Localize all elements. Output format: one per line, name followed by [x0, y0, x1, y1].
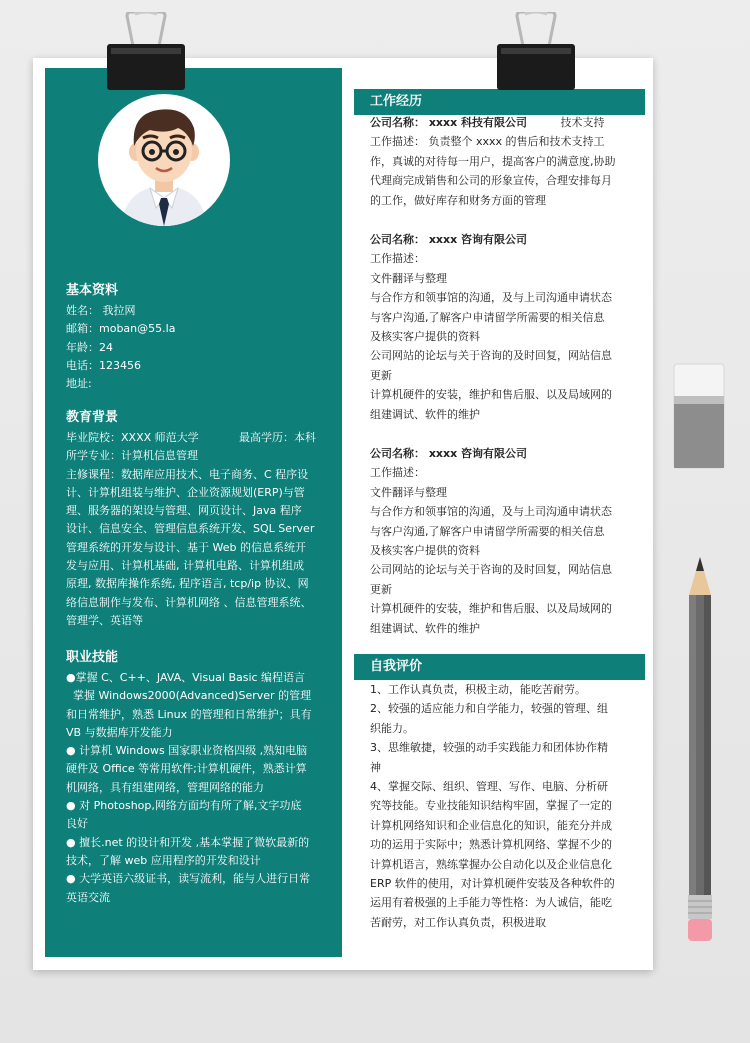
job-line: 工作描述： 负责整个 xxxx 的售后和技术支持工 — [370, 135, 605, 149]
self-evaluation-title: 自我评价 — [354, 654, 645, 680]
skills-line: ●掌握 C、C++、JAVA、Visual Basic 编程语言 — [66, 671, 306, 684]
education-line: 管理学、英语等 — [66, 613, 143, 627]
skills-line: 机网络，具有组建网络，管理网络的能力 — [66, 780, 264, 794]
education-line: 设计、信息安全、管理信息系统开发、SQL Server — [66, 522, 315, 536]
evaluation-line: ERP 软件的使用，对计算机硬件安装及各种软件的 — [370, 877, 615, 891]
eraser-icon — [672, 362, 728, 472]
evaluation-line: 计算机语言，熟练掌握办公自动化以及企业信息化 — [370, 857, 612, 871]
education-line: 发与应用、计算机基础, 计算机电路、计算机组成 — [66, 559, 304, 573]
job-line: 更新 — [370, 368, 392, 382]
education-degree: 最高学历：本科 — [239, 431, 316, 444]
job-line: 工作描述： — [370, 252, 425, 266]
skills-line: 技术，了解 web 应用程序的开发和设计 — [66, 853, 261, 867]
skills-line: ● 擅长.net 的设计和开发 ,基本掌握了微软最新的 — [66, 835, 310, 849]
evaluation-line: 计算机网络知识和企业信息化的知识，能充分并成 — [370, 818, 612, 832]
evaluation-line: 神 — [370, 760, 381, 774]
job-line: 文件翻译与整理 — [370, 271, 447, 285]
basic-info-address: 地址: — [66, 377, 92, 391]
job-entry — [370, 230, 640, 424]
job-line: 组建调试、软件的维护 — [370, 407, 480, 421]
skills-line: VB 与数据库开发能力 — [66, 725, 173, 739]
avatar-icon — [98, 94, 230, 226]
education-line: 原理, 数据库操作系统, 程序语言, tcp/ip 协议、网 — [66, 577, 309, 591]
education-line: 计、计算机组装与维护、企业资源规划(ERP)与管 — [66, 485, 305, 499]
education-line: 理、服务器的架设与管理、网页设计、Java 程序 — [66, 504, 302, 518]
education-school: 毕业院校：XXXX 师范大学 — [66, 431, 199, 444]
evaluation-line: 2、较强的适应能力和自学能力，较强的管理、组 — [370, 702, 608, 716]
education-title: 教育背景 — [66, 410, 119, 425]
evaluation-line: 3、思维敏捷，较强的动手实践能力和团体协作精 — [370, 741, 608, 755]
skills-line: 掌握 Windows2000(Advanced)Server 的管理 — [66, 689, 312, 703]
binder-clip-icon — [105, 12, 187, 92]
evaluation-line: 4、掌握交际、组织、管理、写作、电脑、分析研 — [370, 780, 608, 794]
binder-clip-icon — [495, 12, 577, 92]
job-entry — [370, 444, 640, 638]
skills-line: ● 计算机 Windows 国家职业资格四级 ,熟知电脑 — [66, 744, 308, 758]
education-section — [66, 409, 341, 630]
job-entry — [370, 113, 640, 210]
skills-line: 和日常维护，熟悉 Linux 的管理和日常维护；具有 — [66, 707, 312, 721]
education-line: 所学专业：计算机信息管理 — [66, 449, 198, 463]
basic-info-age: 年龄：24 — [66, 340, 113, 354]
job-line: 计算机硬件的安装，维护和售后服、以及局域网的 — [370, 602, 612, 616]
evaluation-line: 苦耐劳，对工作认真负责，积极进取 — [370, 915, 546, 929]
job-position: 技术支持 — [560, 116, 605, 129]
job-company: 公司名称： xxxx 科技有限公司 — [370, 116, 528, 129]
job-line: 与客户沟通,了解客户申请留学所需要的相关信息 — [370, 310, 605, 324]
basic-info-name: 姓名： 我拉网 — [66, 304, 136, 317]
education-line: 主修课程：数据库应用技术、电子商务、C 程序设 — [66, 467, 309, 481]
education-line: 管理系统的开发与设计、基于 Web 的信息系统开 — [66, 540, 306, 554]
skills-title: 职业技能 — [66, 650, 119, 665]
job-line: 工作描述： — [370, 466, 425, 480]
evaluation-line: 1、工作认真负责，积极主动，能吃苦耐劳。 — [370, 683, 586, 696]
job-line: 公司网站的论坛与关于咨询的及时回复，网站信息 — [370, 349, 612, 363]
education-line: 络信息制作与发布、计算机网络 、信息管理系统、 — [66, 595, 312, 609]
basic-info-email: 邮箱：moban@55.la — [66, 322, 176, 336]
skills-section — [66, 649, 341, 907]
evaluation-line: 织能力。 — [370, 721, 414, 735]
job-line: 代理商完成销售和公司的形象宣传，合理安排每月 — [370, 174, 612, 188]
job-line: 更新 — [370, 582, 392, 596]
job-line: 文件翻译与整理 — [370, 485, 447, 499]
basic-info-phone: 电话：123456 — [66, 358, 141, 372]
job-line: 作，真诚的对待每一用户，提高客户的满意度,协助 — [370, 154, 616, 168]
pencil-icon — [683, 555, 717, 945]
work-experience-title: 工作经历 — [354, 89, 645, 115]
job-line: 及核实客户提供的资料 — [370, 330, 480, 344]
skills-line: ● 大学英语六级证书，读写流利，能与人进行日常 — [66, 872, 311, 886]
basic-info-title: 基本资料 — [66, 283, 119, 298]
basic-info-section — [66, 282, 341, 393]
skills-line: ● 对 Photoshop,网络方面均有所了解,文字功底 — [66, 799, 302, 813]
evaluation-line: 究等技能。专业技能知识结构牢固，掌握了一定的 — [370, 799, 612, 813]
job-line: 与合作方和领事馆的沟通，及与上司沟通申请状态 — [370, 291, 612, 305]
job-line: 及核实客户提供的资料 — [370, 544, 480, 558]
job-company: 公司名称： xxxx 咨询有限公司 — [370, 447, 528, 460]
job-company: 公司名称： xxxx 咨询有限公司 — [370, 233, 528, 246]
evaluation-line: 运用有着极强的上手能力等性格：为人诚信，能吃 — [370, 896, 612, 910]
job-line: 组建调试、软件的维护 — [370, 621, 480, 635]
job-line: 的工作，做好库存和财务方面的管理 — [370, 193, 546, 207]
education-school-row — [66, 429, 316, 447]
self-evaluation-body — [370, 680, 640, 932]
job-line: 与合作方和领事馆的沟通，及与上司沟通申请状态 — [370, 505, 612, 519]
job-line: 计算机硬件的安装，维护和售后服、以及局域网的 — [370, 388, 612, 402]
evaluation-line: 功的运用于实际中；熟悉计算机网络、掌握不少的 — [370, 838, 612, 852]
skills-line: 硬件及 Office 等常用软件;计算机硬件，熟悉计算 — [66, 762, 307, 776]
job-line: 公司网站的论坛与关于咨询的及时回复，网站信息 — [370, 563, 612, 577]
job-line: 与客户沟通,了解客户申请留学所需要的相关信息 — [370, 524, 605, 538]
job-header — [370, 113, 640, 132]
skills-line: 良好 — [66, 817, 88, 831]
left-column — [45, 68, 342, 957]
skills-line: 英语交流 — [66, 890, 110, 904]
